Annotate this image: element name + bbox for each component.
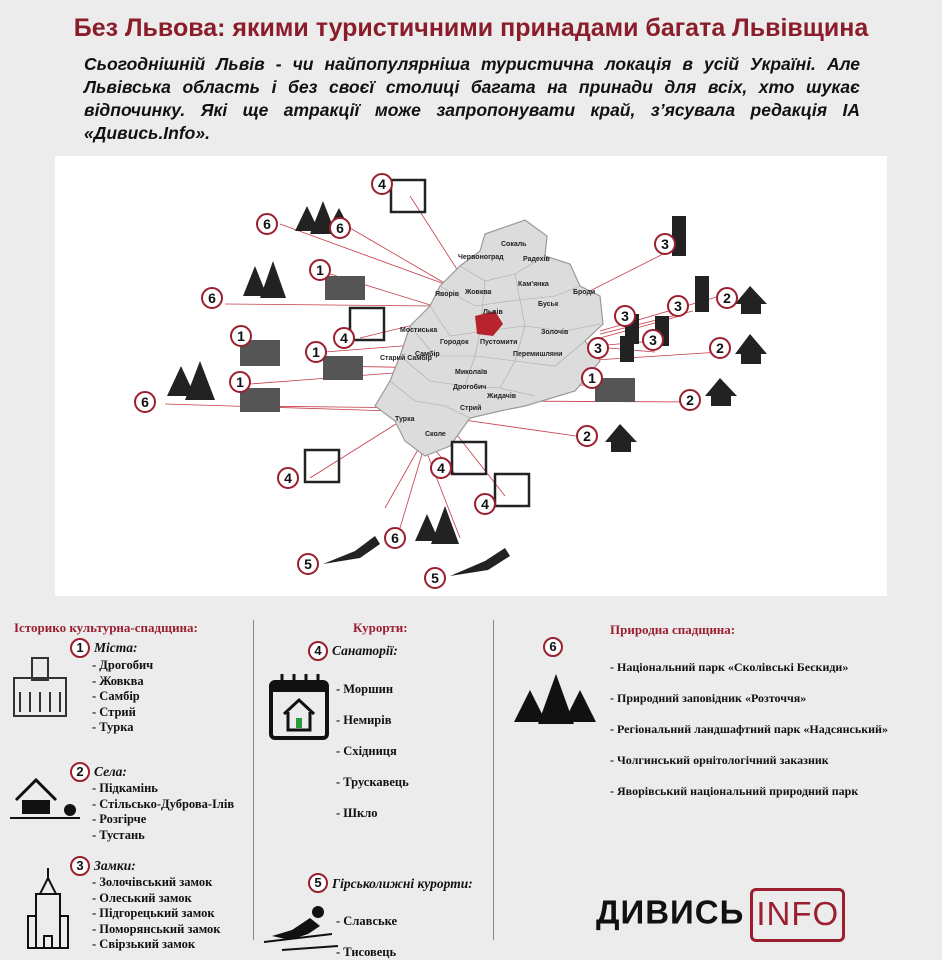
- sanatoria-label: Санаторії:: [332, 643, 398, 658]
- brand-logo: [596, 888, 845, 942]
- list-item: - Національний парк «Сколівські Бескиди»: [610, 652, 888, 683]
- list-item: - Свірзький замок: [92, 937, 221, 953]
- town-label: Золочів: [541, 329, 569, 336]
- nature-badge: 6: [543, 637, 563, 657]
- marker-number: 4: [284, 470, 292, 486]
- town-label: Жовква: [465, 289, 492, 296]
- list-item: - Турка: [92, 720, 153, 736]
- list-item: - Золочівський замок: [92, 875, 221, 891]
- sanatorium-icon: [305, 450, 339, 482]
- town-label: Миколаїв: [455, 369, 488, 376]
- town-label: Сокаль: [501, 241, 527, 248]
- village-icon: [8, 772, 82, 822]
- town-label: Самбір: [415, 351, 440, 358]
- map-panel: [55, 156, 887, 596]
- marker-number: 4: [340, 330, 348, 346]
- trees-icon: [415, 506, 459, 544]
- marker-number: 3: [621, 308, 629, 324]
- marker-number: 6: [141, 394, 149, 410]
- trees-icon: [512, 664, 598, 728]
- ski-list: [336, 906, 397, 960]
- list-item: - Природний заповідник «Розточчя»: [610, 683, 888, 714]
- nature-heading: Природна спадщина:: [610, 622, 736, 637]
- castle-icon: [620, 336, 634, 362]
- marker-number: 2: [583, 428, 591, 444]
- skier-icon: [262, 904, 340, 954]
- villages-list: [92, 781, 234, 843]
- castle-icon: [26, 866, 70, 950]
- village-icon: [605, 424, 637, 452]
- town-label: Городок: [440, 339, 469, 346]
- marker-number: 6: [263, 216, 271, 232]
- list-item: - Східниця: [336, 736, 409, 767]
- logo-word: ДИВИСЬ: [596, 893, 745, 931]
- town-label: Перемишляни: [513, 351, 563, 358]
- marker-number: 6: [391, 530, 399, 546]
- list-item: - Олеський замок: [92, 891, 221, 907]
- castles-list: [92, 875, 221, 953]
- town-label: Радехів: [523, 256, 550, 263]
- cities-label: Міста:: [94, 640, 138, 655]
- town-label: Жидачів: [487, 393, 517, 400]
- list-item: - Тустань: [92, 828, 234, 844]
- list-item: - Моршин: [336, 674, 409, 705]
- sanatorium-icon: [452, 442, 486, 474]
- logo-box: INFO: [750, 888, 845, 942]
- marker-number: 5: [304, 556, 312, 572]
- list-item: - Дрогобич: [92, 658, 153, 674]
- village-icon: [735, 286, 767, 314]
- cities-list: [92, 658, 153, 736]
- town-label: Старий Самбір: [380, 355, 432, 362]
- town-label: Пустомити: [480, 339, 518, 346]
- marker-number: 4: [481, 496, 489, 512]
- cities-badge: 1: [70, 638, 90, 658]
- marker-number: 3: [649, 332, 657, 348]
- marker-number: 6: [208, 290, 216, 306]
- marker-number: 1: [236, 374, 244, 390]
- town-label: Стрий: [460, 405, 482, 412]
- list-item: - Поморянський замок: [92, 922, 221, 938]
- skier-icon: [323, 536, 380, 564]
- town-label: Броди: [573, 289, 596, 296]
- list-item: - Стрий: [92, 705, 153, 721]
- ski-badge: 5: [308, 873, 328, 893]
- city-icon: [325, 276, 365, 300]
- town-label: Яворів: [435, 291, 460, 298]
- town-label: Кам'янка: [518, 281, 549, 288]
- heritage-heading: Історико культурна-спадщина:: [14, 620, 198, 635]
- marker-number: 1: [237, 328, 245, 344]
- marker-number: 5: [431, 570, 439, 586]
- sanatoria-badge: 4: [308, 641, 328, 661]
- castle-icon: [695, 276, 709, 312]
- marker-number: 2: [686, 392, 694, 408]
- town-label: Буськ: [538, 301, 559, 308]
- list-item: - Підгорецький замок: [92, 906, 221, 922]
- city-icon: [240, 388, 280, 412]
- list-item: - Регіональний ландшафтний парк «Надсянський»: [610, 714, 888, 745]
- list-item: - Шкло: [336, 798, 409, 829]
- divider: [253, 620, 254, 940]
- region-map: [55, 156, 887, 596]
- marker-number: 4: [437, 460, 445, 476]
- list-item: - Жовква: [92, 674, 153, 690]
- town-label: Сколе: [425, 431, 446, 438]
- marker-number: 4: [378, 176, 386, 192]
- list-item: - Немирів: [336, 705, 409, 736]
- sanatorium-icon: [391, 180, 425, 212]
- town-label: Львів: [483, 309, 503, 316]
- skier-icon: [450, 548, 510, 576]
- village-icon: [735, 334, 767, 364]
- marker-number: 3: [661, 236, 669, 252]
- marker-number: 3: [594, 340, 602, 356]
- list-item: - Чолгинський орнітологічний заказник: [610, 745, 888, 776]
- castles-label: Замки:: [94, 858, 136, 873]
- lead-paragraph: Сьогоднішній Львів - чи найпопулярніша туристична локація в усій Україні. Але Львівська область і без своєї столиці багата на принади для всіх, хто шукає відпочинку. Які ще атракції може запропонувати край, з’ясувала редакція ІА «Дивись.Info».: [84, 54, 860, 143]
- city-icon: [8, 652, 72, 720]
- marker-number: 2: [723, 290, 731, 306]
- town-label: Мостиська: [400, 327, 438, 334]
- city-icon: [323, 356, 363, 380]
- villages-badge: 2: [70, 762, 90, 782]
- marker-number: 6: [336, 220, 344, 236]
- village-icon: [705, 378, 737, 406]
- trees-icon: [243, 261, 286, 298]
- marker-number: 3: [674, 298, 682, 314]
- villages-label: Села:: [94, 764, 127, 779]
- marker-number: 2: [716, 340, 724, 356]
- divider: [493, 620, 494, 940]
- list-item: - Яворівський національний природний парк: [610, 776, 888, 807]
- nature-list: [610, 652, 888, 807]
- marker-number: 1: [312, 344, 320, 360]
- town-label: Червоноград: [458, 254, 504, 261]
- list-item: - Розгірче: [92, 812, 234, 828]
- list-item: - Самбір: [92, 689, 153, 705]
- list-item: - Підкамінь: [92, 781, 234, 797]
- sanatoria-list: [336, 674, 409, 829]
- page-title: Без Львова: якими туристичними принадами багата Львівщина: [73, 14, 869, 42]
- list-item: - Трускавець: [336, 767, 409, 798]
- list-item: - Тисовець: [336, 937, 397, 960]
- marker-number: 1: [588, 370, 596, 386]
- trees-icon: [167, 361, 215, 400]
- town-label: Дрогобич: [453, 384, 487, 391]
- sanatorium-icon: [268, 672, 330, 742]
- list-item: - Славське: [336, 906, 397, 937]
- town-label: Турка: [395, 416, 415, 423]
- sanatorium-icon: [350, 308, 384, 340]
- list-item: - Стільсько-Дуброва-Ілів: [92, 797, 234, 813]
- marker-number: 1: [316, 262, 324, 278]
- resorts-heading: Курорти:: [353, 620, 408, 635]
- castles-badge: 3: [70, 856, 90, 876]
- ski-label: Гірськолижні курорти:: [332, 876, 473, 891]
